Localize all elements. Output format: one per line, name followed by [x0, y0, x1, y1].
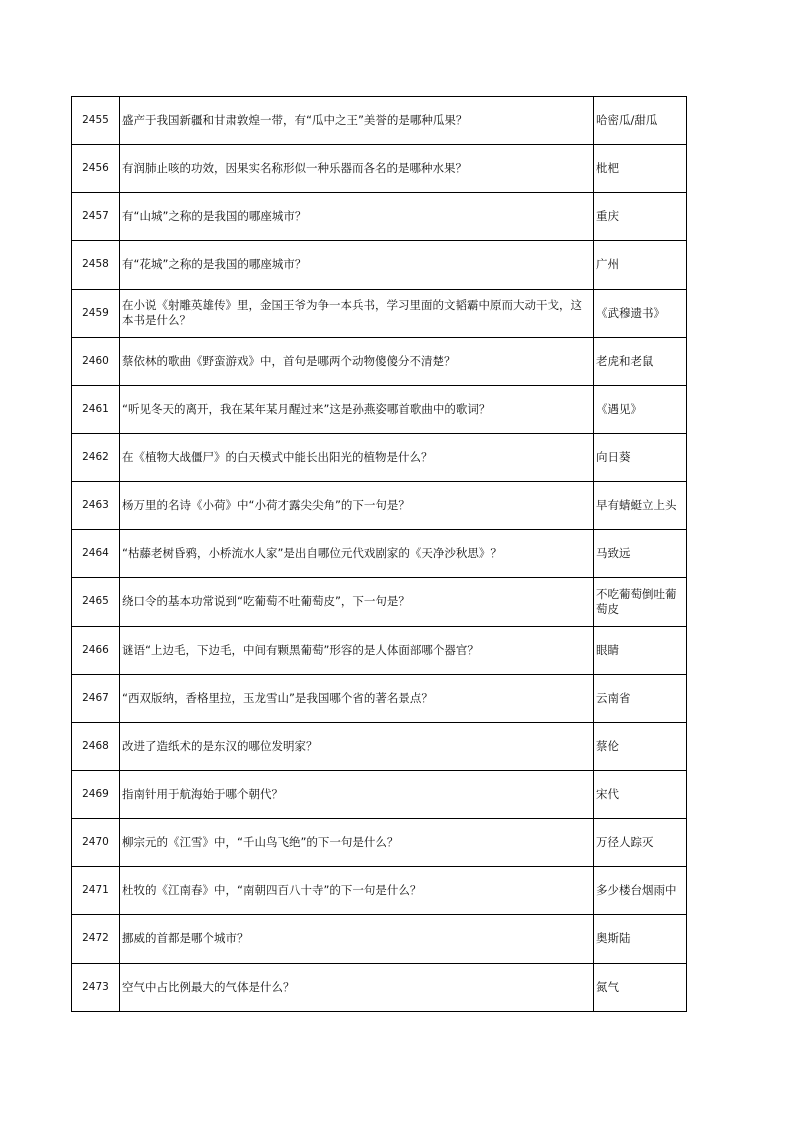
question-number-cell: 2455	[72, 97, 120, 145]
question-text-cell: 谜语“上边毛，下边毛，中间有颗黑葡萄”形容的是人体面部哪个器官？	[120, 626, 594, 674]
question-number-cell: 2473	[72, 963, 120, 1011]
question-number-cell: 2470	[72, 819, 120, 867]
answer-cell: 宋代	[594, 770, 687, 818]
question-text-cell: 有润肺止咳的功效，因果实名称形似一种乐器而各名的是哪种水果？	[120, 145, 594, 193]
table-row	[72, 770, 687, 818]
question-text-cell: 杨万里的名诗《小荷》中“小荷才露尖尖角”的下一句是？	[120, 482, 594, 530]
answer-cell: 广州	[594, 241, 687, 289]
table-row	[72, 722, 687, 770]
question-number-cell: 2466	[72, 626, 120, 674]
answer-cell: 早有蜻蜓立上头	[594, 482, 687, 530]
question-number-cell: 2462	[72, 433, 120, 481]
answer-cell: 蔡伦	[594, 722, 687, 770]
question-text-cell: 绕口令的基本功常说到“吃葡萄不吐葡萄皮”，下一句是？	[120, 578, 594, 626]
answer-cell: 多少楼台烟雨中	[594, 867, 687, 915]
question-text-cell: 在《植物大战僵尸》的白天模式中能长出阳光的植物是什么？	[120, 433, 594, 481]
table-row	[72, 337, 687, 385]
answer-cell: 云南省	[594, 674, 687, 722]
table-row	[72, 819, 687, 867]
question-number-cell: 2457	[72, 193, 120, 241]
question-number-cell: 2461	[72, 385, 120, 433]
question-number-cell: 2458	[72, 241, 120, 289]
answer-cell: 马致远	[594, 530, 687, 578]
question-text-cell: 有“花城”之称的是我国的哪座城市？	[120, 241, 594, 289]
question-number-cell: 2465	[72, 578, 120, 626]
quiz-table	[71, 96, 687, 1012]
table-row	[72, 145, 687, 193]
table-row	[72, 963, 687, 1011]
table-row	[72, 578, 687, 626]
table-row	[72, 626, 687, 674]
answer-cell: 《武穆遗书》	[594, 289, 687, 337]
table-row	[72, 867, 687, 915]
question-number-cell: 2471	[72, 867, 120, 915]
answer-cell: 眼睛	[594, 626, 687, 674]
question-text-cell: 柳宗元的《江雪》中，“千山鸟飞绝”的下一句是什么？	[120, 819, 594, 867]
answer-cell: 奥斯陆	[594, 915, 687, 963]
table-row	[72, 97, 687, 145]
question-number-cell: 2464	[72, 530, 120, 578]
question-text-cell: 有“山城”之称的是我国的哪座城市？	[120, 193, 594, 241]
question-text-cell: 空气中占比例最大的气体是什么？	[120, 963, 594, 1011]
question-text-cell: 挪威的首都是哪个城市？	[120, 915, 594, 963]
table-row	[72, 433, 687, 481]
question-number-cell: 2459	[72, 289, 120, 337]
table-row	[72, 193, 687, 241]
answer-cell: 万径人踪灭	[594, 819, 687, 867]
question-text-cell: 指南针用于航海始于哪个朝代？	[120, 770, 594, 818]
answer-cell: 不吃葡萄倒吐葡萄皮	[594, 578, 687, 626]
answer-cell: 向日葵	[594, 433, 687, 481]
question-text-cell: 在小说《射雕英雄传》里，金国王爷为争一本兵书，学习里面的文韬霸中原而大动干戈，这本书是什么？	[120, 289, 594, 337]
question-text-cell: 蔡依林的歌曲《野蛮游戏》中，首句是哪两个动物傻傻分不清楚？	[120, 337, 594, 385]
question-text-cell: 杜牧的《江南春》中，“南朝四百八十寺”的下一句是什么？	[120, 867, 594, 915]
question-text-cell: “枯藤老树昏鸦，小桥流水人家”是出自哪位元代戏剧家的《天净沙秋思》？	[120, 530, 594, 578]
answer-cell: 重庆	[594, 193, 687, 241]
question-number-cell: 2467	[72, 674, 120, 722]
answer-cell: 枇杷	[594, 145, 687, 193]
table-row	[72, 674, 687, 722]
answer-cell: 哈密瓜/甜瓜	[594, 97, 687, 145]
question-text-cell: 盛产于我国新疆和甘肃敦煌一带，有“瓜中之王”美誉的是哪种瓜果？	[120, 97, 594, 145]
question-number-cell: 2468	[72, 722, 120, 770]
answer-cell: 《遇见》	[594, 385, 687, 433]
question-text-cell: “听见冬天的离开，我在某年某月醒过来”这是孙燕姿哪首歌曲中的歌词？	[120, 385, 594, 433]
answer-cell: 老虎和老鼠	[594, 337, 687, 385]
question-text-cell: 改进了造纸术的是东汉的哪位发明家？	[120, 722, 594, 770]
answer-cell: 氮气	[594, 963, 687, 1011]
question-number-cell: 2460	[72, 337, 120, 385]
table-row	[72, 241, 687, 289]
table-row	[72, 915, 687, 963]
question-number-cell: 2472	[72, 915, 120, 963]
question-number-cell: 2469	[72, 770, 120, 818]
table-row	[72, 482, 687, 530]
question-text-cell: “西双版纳，香格里拉，玉龙雪山”是我国哪个省的著名景点？	[120, 674, 594, 722]
table-row	[72, 530, 687, 578]
question-number-cell: 2463	[72, 482, 120, 530]
table-row	[72, 289, 687, 337]
question-number-cell: 2456	[72, 145, 120, 193]
quiz-table-body	[72, 97, 687, 1012]
table-row	[72, 385, 687, 433]
